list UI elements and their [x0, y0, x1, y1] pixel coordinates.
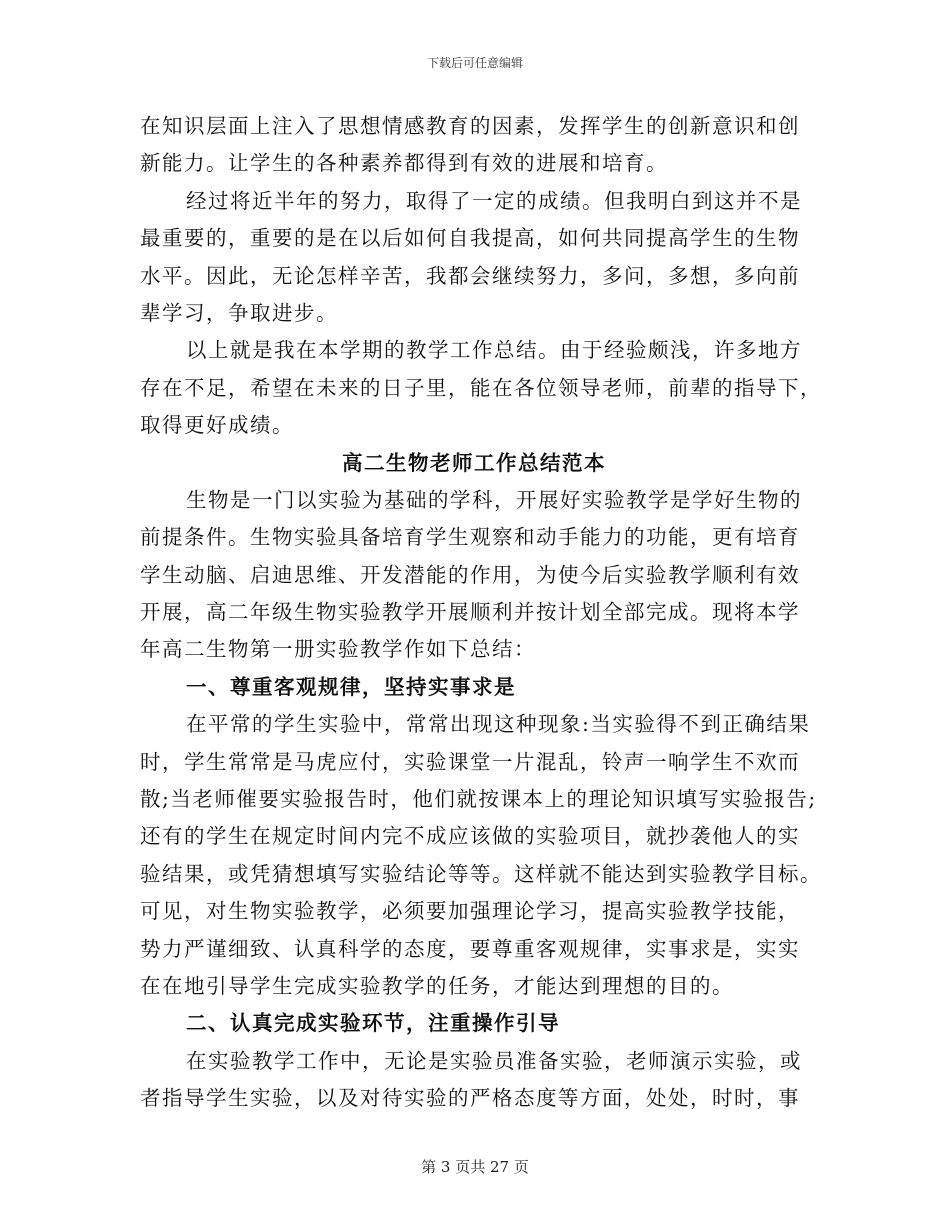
document-title: 高二生物老师工作总结范本: [342, 450, 606, 475]
body-line: 前提条件。生物实验具备培育学生观察和动手能力的功能，更有培育: [140, 525, 800, 550]
paragraph-first-line: 经过将近半年的努力，取得了一定的成绩。但我明白到这并不是: [186, 188, 802, 213]
body-line: 可见，对生物实验教学，必须要加强理论学习，提高实验教学技能，: [140, 899, 800, 924]
body-line: 时，学生常常是马虎应付，实验课堂一片混乱，铃声一响学生不欢而: [140, 749, 800, 774]
body-line: 验结果，或凭猜想填写实验结论等等。这样就不能达到实验教学目标。: [140, 861, 822, 886]
body-line: 学生动脑、启迪思维、开发潜能的作用，为使今后实验教学顺利有效: [140, 562, 800, 587]
paragraph-first-line: 在平常的学生实验中，常常出现这种现象:当实验得不到正确结果: [186, 712, 811, 737]
body-line: 者指导学生实验，以及对待实验的严格态度等方面，处处，时时，事: [140, 1086, 800, 1111]
paragraph-first-line: 以上就是我在本学期的教学工作总结。由于经验颇浅，许多地方: [186, 338, 802, 363]
body-line: 最重要的，重要的是在以后如何自我提高，如何共同提高学生的生物: [140, 226, 800, 251]
page-number-footer: 第 3 页共 27 页: [421, 1158, 529, 1176]
paragraph-first-line: 在实验教学工作中，无论是实验员准备实验，老师演示实验，或: [186, 1048, 802, 1073]
section-heading-2: 二、认真完成实验环节，注重操作引导: [186, 1011, 560, 1036]
body-line: 散;当老师催要实验报告时，他们就按课本上的理论知识填写实验报告;: [140, 787, 817, 812]
page-header: 下载后可任意编辑: [426, 56, 523, 70]
body-line: 存在不足，希望在未来的日子里，能在各位领导老师，前辈的指导下，: [140, 375, 822, 400]
body-line: 年高二生物第一册实验教学作如下总结：: [140, 637, 536, 662]
body-line: 还有的学生在规定时间内完不成应该做的实验项目，就抄袭他人的实: [140, 824, 800, 849]
body-line: 开展，高二年级生物实验教学开展顺利并按计划全部完成。现将本学: [140, 600, 800, 625]
body-line: 水平。因此，无论怎样辛苦，我都会继续努力，多问，多想，多向前: [140, 263, 800, 288]
body-line: 新能力。让学生的各种素养都得到有效的进展和培育。: [140, 151, 668, 176]
section-heading-1: 一、尊重客观规律，坚持实事求是: [186, 674, 516, 699]
paragraph-first-line: 生物是一门以实验为基础的学科，开展好实验教学是学好生物的: [186, 487, 802, 512]
document-body: [140, 108, 822, 1118]
body-line: 势力严谨细致、认真科学的态度，要尊重客观规律，实事求是，实实: [140, 936, 800, 961]
body-line: 辈学习，争取进步。: [140, 300, 338, 325]
body-line: 在知识层面上注入了思想情感教育的因素，发挥学生的创新意识和创: [140, 114, 800, 138]
body-line: 取得更好成绩。: [140, 413, 294, 438]
body-line: 在在地引导学生完成实验教学的任务，才能达到理想的目的。: [140, 973, 734, 998]
